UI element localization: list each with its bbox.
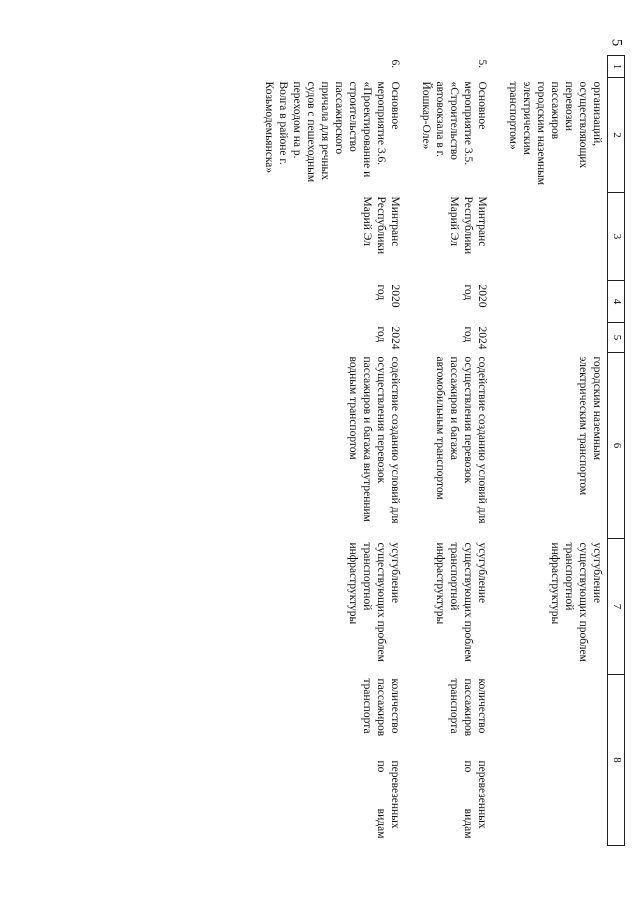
expected-result: городским наземным электрическим транспортом <box>576 356 603 496</box>
column-header: 4 <box>608 281 625 323</box>
row-number <box>492 56 608 78</box>
header-row <box>608 56 625 846</box>
table-row <box>248 56 405 846</box>
indicators <box>405 675 492 846</box>
executor: Минтранс Республики Марий Эл <box>447 196 488 255</box>
column-header: 6 <box>608 353 625 539</box>
expected-result: содействие созданию условий для осуществления перевозок пассажиров и багажа внутренним водным транспортом <box>346 356 401 524</box>
consequences: усугубление существующих проблем транспортной инфраструктуры <box>346 542 401 662</box>
column-header: 1 <box>608 56 625 78</box>
end-year: 2024 год <box>461 326 488 350</box>
consequences: усугубление существующих проблем транспортной инфраструктуры <box>548 542 603 662</box>
indicators <box>492 675 608 846</box>
indicators <box>248 675 405 846</box>
table-row <box>492 56 608 846</box>
measure-name: Основное мероприятие 3.6. «Проектирование и строительство пассажирского причала для речных судов с пешеходным переходом на р. Волга в районе г. Козьмодемьянска» <box>262 81 401 183</box>
column-header: 7 <box>608 539 625 675</box>
column-header: 3 <box>608 193 625 281</box>
start-year: 2020 год <box>461 284 488 308</box>
consequences: усугубление существующих проблем транспортной инфраструктуры <box>433 542 488 662</box>
indicator-left: количество пассажиров транспорта <box>360 678 401 737</box>
expected-result: содействие созданию условий для осуществления перевозок пассажиров и багажа автомобильным транспортом <box>433 356 488 524</box>
executor <box>492 193 608 281</box>
page-number: 5 <box>608 38 625 47</box>
executor: Минтранс Республики Марий Эл <box>360 196 401 255</box>
start-year <box>492 281 608 323</box>
indicator-right: перевезенных по видам <box>461 760 488 839</box>
end-year: 2024 год <box>374 326 401 350</box>
table-row <box>405 56 492 846</box>
measure-name: организаций, осуществляющих перевозки пассажиров городским наземным электрическим транспортом» <box>506 81 603 186</box>
row-number: 6. <box>388 59 401 69</box>
row-number: 5. <box>475 59 488 69</box>
indicator-left: количество пассажиров транспорта <box>447 678 488 737</box>
column-header: 5 <box>608 323 625 353</box>
column-header: 8 <box>608 675 625 846</box>
indicator-right: перевезенных по видам <box>374 760 401 839</box>
start-year: 2020 год <box>374 284 401 308</box>
column-header: 2 <box>608 78 625 193</box>
end-year <box>492 323 608 353</box>
measure-name: Основное мероприятие 3.5. «Строительство автовокзала в г. Йошкар-Оле» <box>419 81 488 166</box>
program-table <box>248 55 625 846</box>
